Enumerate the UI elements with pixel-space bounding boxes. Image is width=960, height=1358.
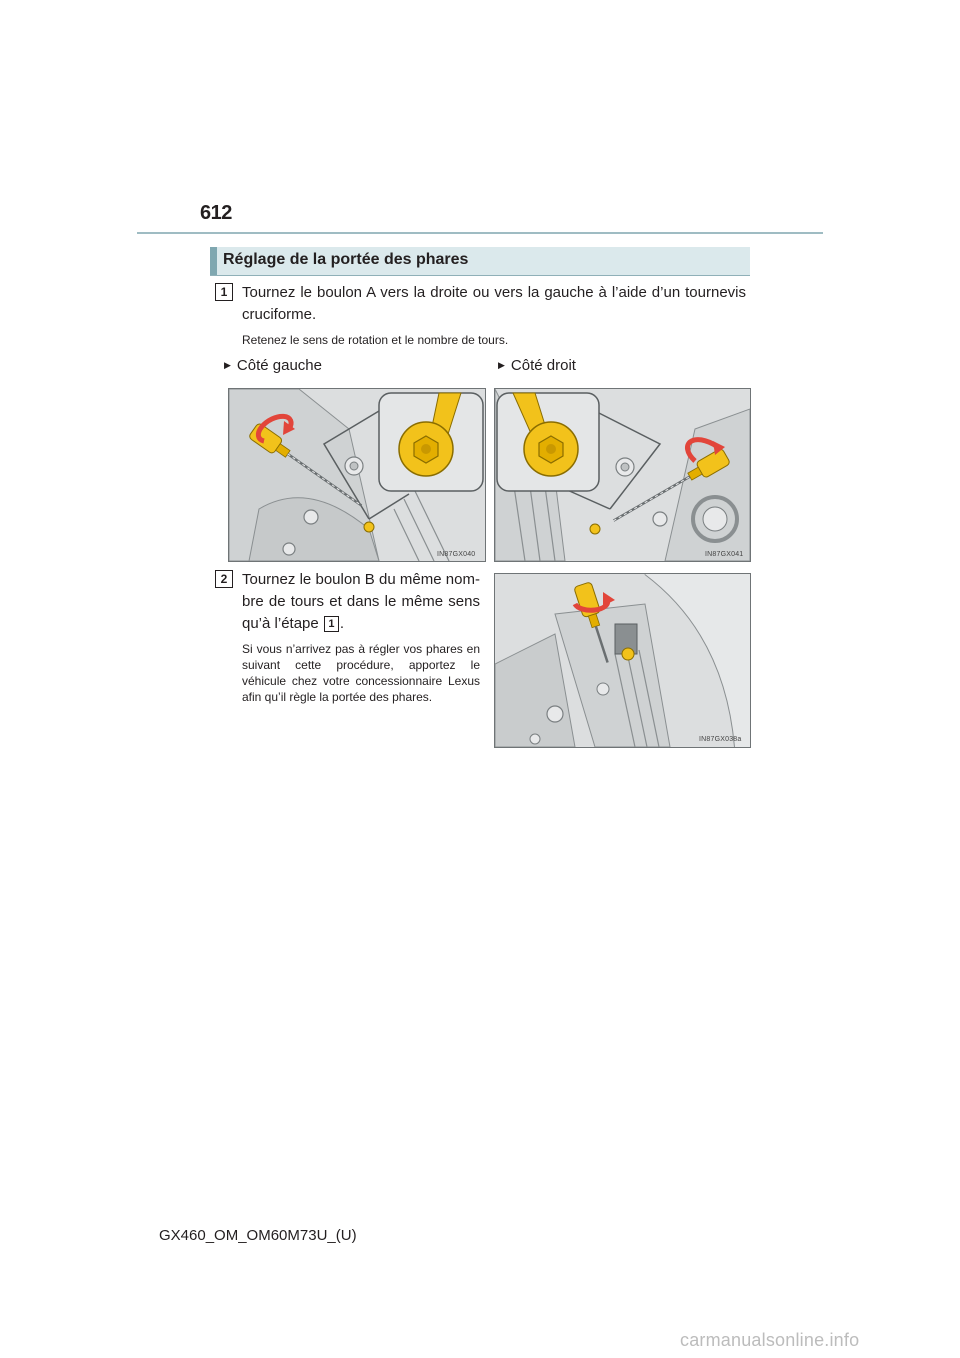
step-2-badge: 2 <box>215 570 233 588</box>
step-1-text: Tournez le boulon A vers la droite ou vers la gauche à l’aide d’un tournevis cruciforme. <box>242 284 746 323</box>
figure-step-2-code: IN87GX038a <box>699 736 742 743</box>
figure-step-2 <box>494 573 751 748</box>
right-side-label-text: Côté droit <box>510 357 576 374</box>
section-title: Réglage de la portée des phares <box>223 251 469 268</box>
figure-right-code: IN87GX041 <box>705 551 744 558</box>
triangle-right-icon: ▶ <box>498 360 505 370</box>
figure-right-side <box>494 388 751 562</box>
section-header-accent <box>210 247 217 275</box>
illustration-right-headlamp <box>495 389 750 561</box>
page-number: 612 <box>200 202 232 224</box>
figure-left-side <box>228 388 486 562</box>
figure-left-code: IN87GX040 <box>437 551 476 558</box>
left-side-label <box>224 355 322 376</box>
triangle-right-icon: ▶ <box>224 360 231 370</box>
illustration-left-headlamp <box>229 389 485 561</box>
step-1-badge: 1 <box>215 283 233 301</box>
footer-code: GX460_OM_OM60M73U_(U) <box>159 1227 357 1244</box>
watermark: carmanualsonline.info <box>680 1330 860 1350</box>
top-rule <box>137 232 823 234</box>
step-2-text-after: . <box>339 615 345 632</box>
illustration-step-2-headlamp <box>495 574 750 747</box>
section-header <box>210 247 750 276</box>
step-2-note: Si vous n’arrivez pas à régler vos phares en suivant cette procédure, apportez le véhicule chez votre concessionnaire Lexus afin qu’il règle la portée des phares. <box>242 642 480 704</box>
step-2-ref-badge: 1 <box>324 616 339 632</box>
right-side-label <box>498 355 576 376</box>
step-1-note: Retenez le sens de rotation et le nombre de tours. <box>242 333 509 347</box>
left-side-label-text: Côté gauche <box>236 357 322 374</box>
step-2-text-before: Tournez le boulon B du même nom-bre de tours et dans le même sens qu’à l’étape <box>242 571 480 632</box>
step-2-text <box>242 569 480 635</box>
